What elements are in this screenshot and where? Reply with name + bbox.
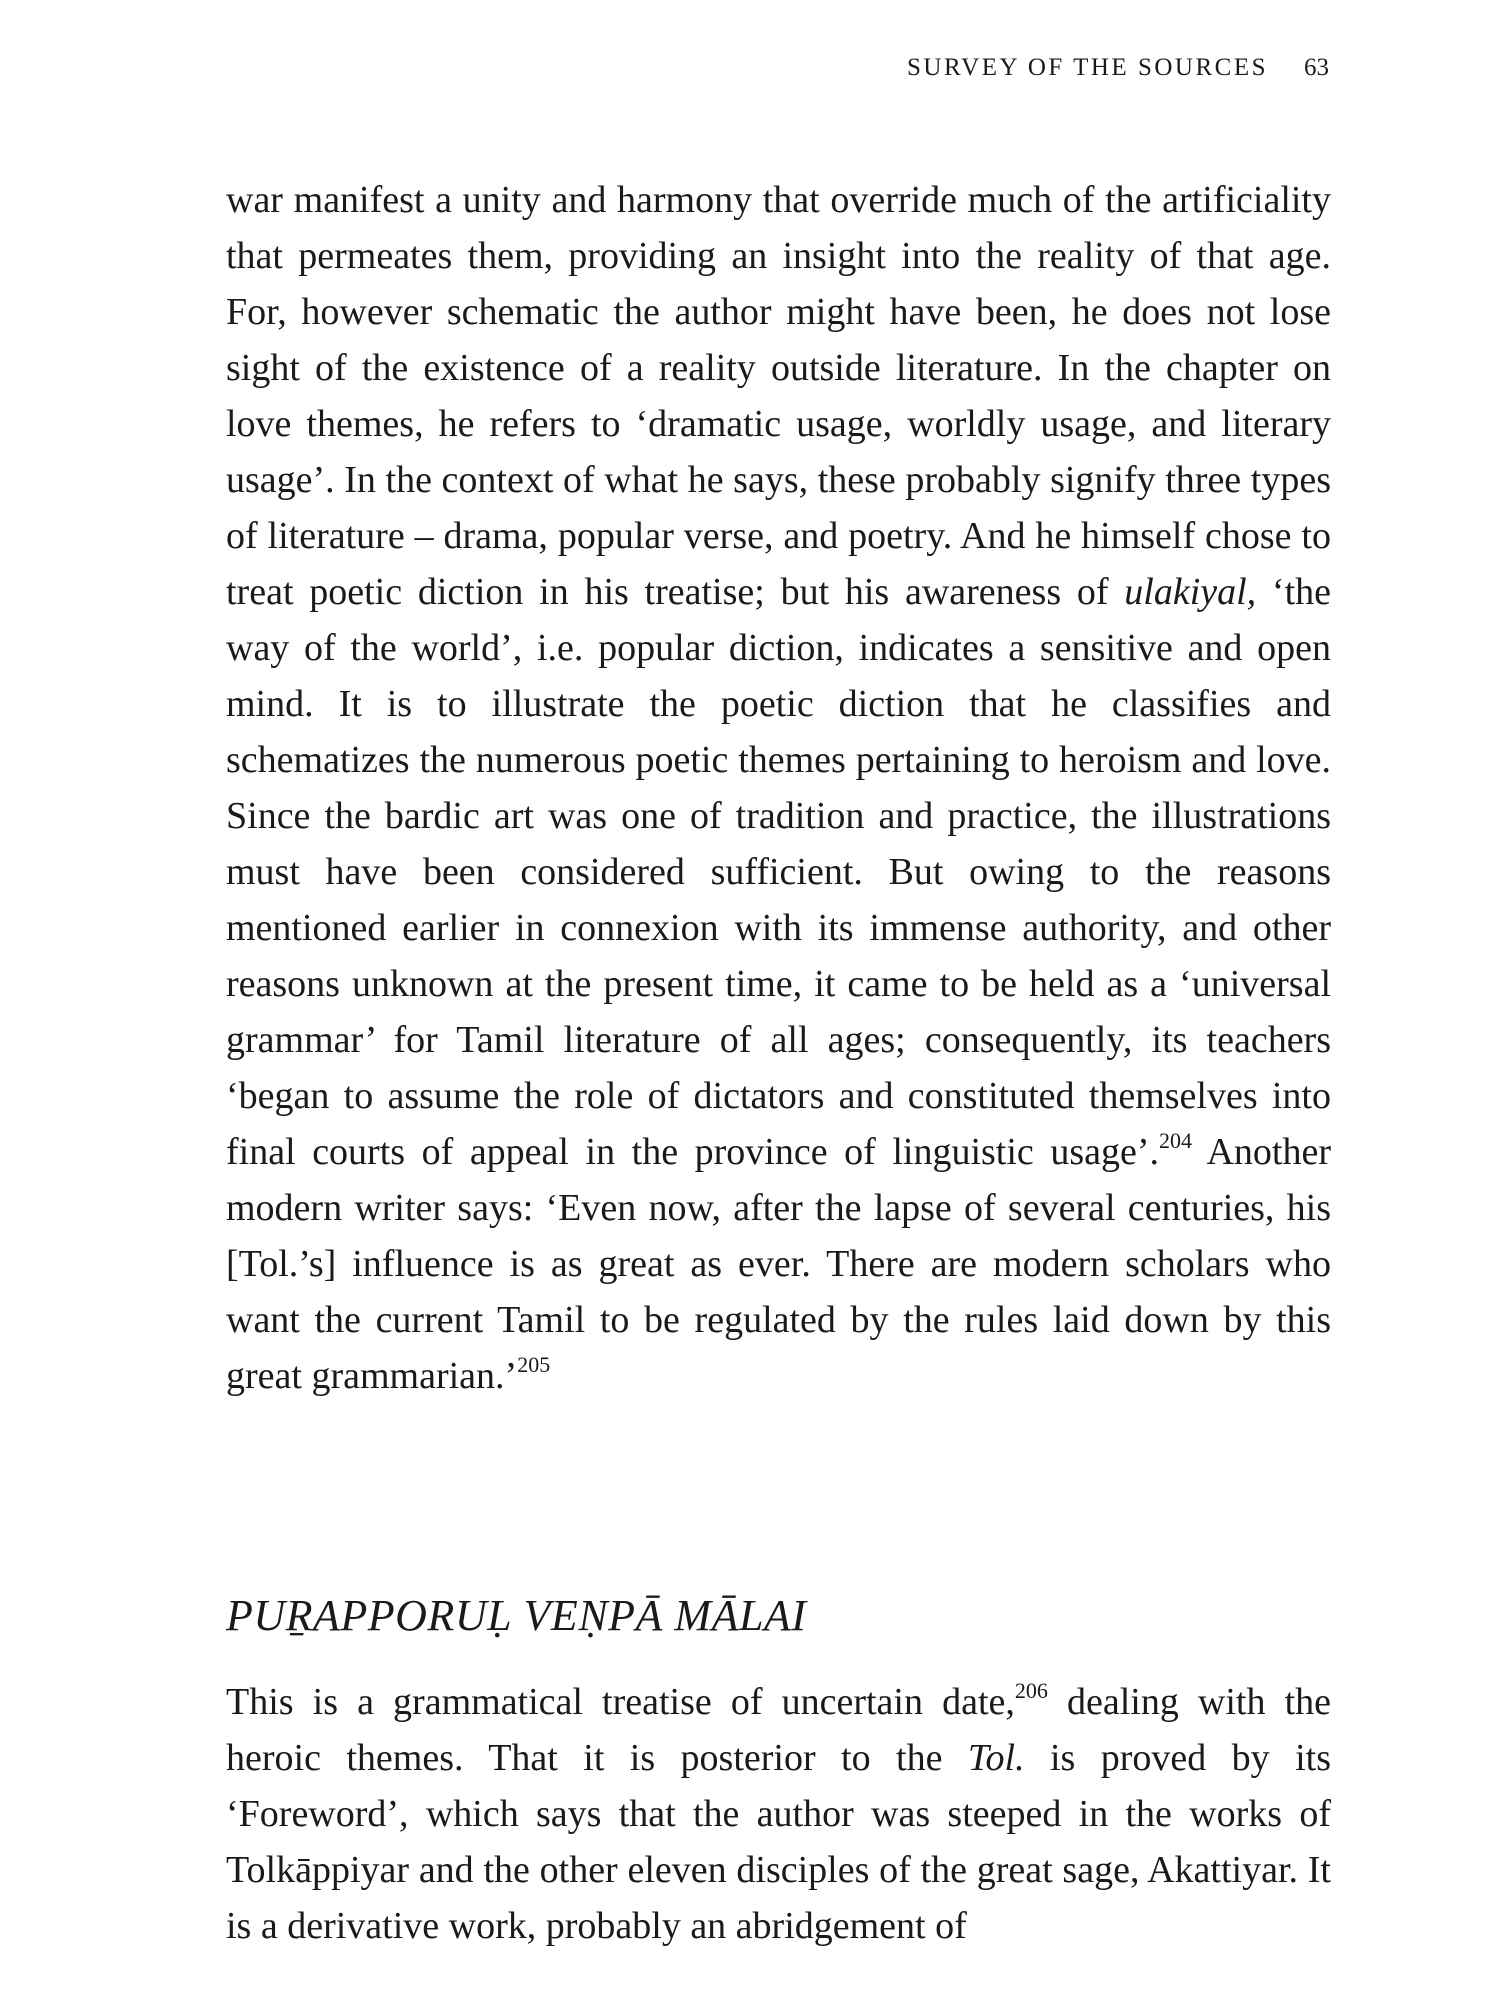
body-paragraph-2 (226, 1674, 1331, 1954)
paragraph-text: is proved by its ‘Foreword’, which says that the author was steeped in the works of Tolkāppiyar and the other eleven disciples of the great sage, Akattiyar. It is a derivative work, probably an abridgement of (226, 1737, 1331, 1947)
footnote-ref-205: 205 (517, 1352, 551, 1377)
footnote-ref-206: 206 (1014, 1678, 1048, 1703)
footnote-ref-204: 204 (1159, 1128, 1193, 1153)
paragraph-text: This is a grammatical treatise of uncertain date, (226, 1681, 1015, 1723)
body-paragraph-1 (226, 172, 1331, 1404)
paragraph-text: war manifest a unity and harmony that override much of the artificiality that permeates them, providing an insight into the reality of that age. For, however schematic the author might have been, he does not lose sight of the existence of a reality outside literature. In the chapter on love themes, he refers to ‘dramatic usage, worldly usage, and literary usage’. In the context of what he says, these probably signify three types of literature – drama, popular verse, and poetry. And he himself chose to treat poetic diction in his treatise; but his awareness of (226, 179, 1331, 613)
paragraph-text: dealing with the heroic themes. That it is posterior to the (226, 1681, 1331, 1779)
running-head (907, 54, 1329, 82)
running-title: SURVEY OF THE SOURCES (907, 54, 1268, 81)
paragraph-text: ‘the way of the world’, i.e. popular diction, indicates a sensitive and open mind. It is to illustrate the poetic diction that he classifies and schematizes the numerous poetic themes pertaining to heroism and love. Since the bardic art was one of tradition and practice, the illustrations must have been considered sufficient. But owing to the reasons mentioned earlier in connexion with its immense authority, and other reasons unknown at the present time, it came to be held as a ‘universal grammar’ for Tamil literature of all ages; consequently, its teachers ‘began to assume the role of dictators and constituted themselves into final courts of appeal in the province of linguistic usage’. (226, 571, 1331, 1173)
italic-title-abbrev: Tol. (967, 1737, 1025, 1779)
section-heading: PUṞAPPORUḶ VEṆPĀ MĀLAI (226, 1591, 807, 1640)
italic-term: ulakiyal, (1124, 571, 1257, 613)
paragraph (226, 1674, 1331, 1954)
paragraph-text: Another modern writer says: ‘Even now, after the lapse of several centuries, his [Tol.’s] influence is as great as ever. There are modern scholars who want the current Tamil to be regulated by the rules laid down by this great grammarian.’ (226, 1131, 1331, 1397)
paragraph (226, 172, 1331, 1404)
page-number: 63 (1304, 54, 1329, 81)
